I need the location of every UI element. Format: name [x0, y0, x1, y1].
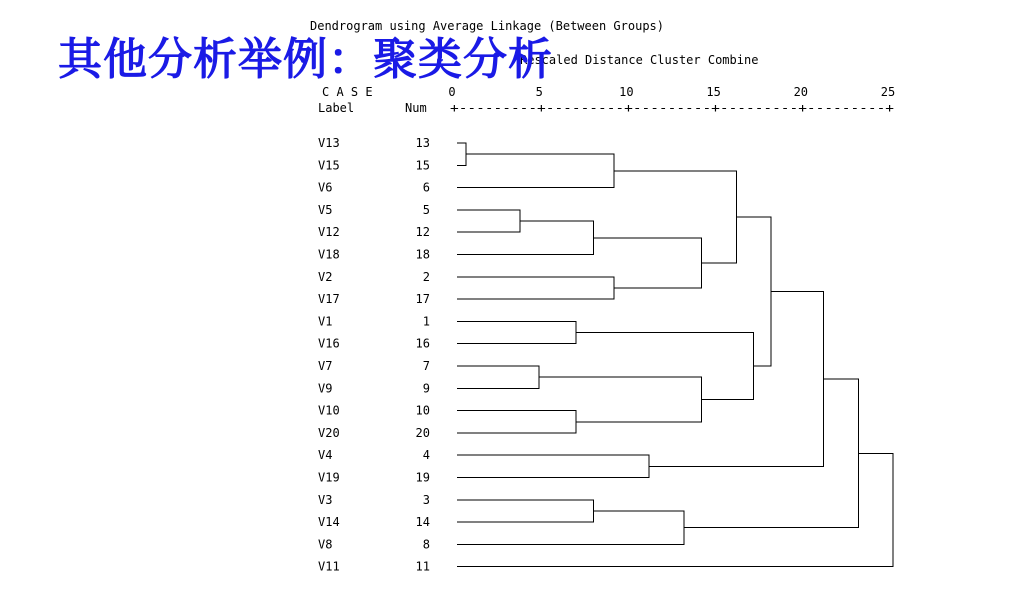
cluster-link-J: [457, 411, 576, 433]
leaf-number: 10: [415, 403, 430, 418]
leaf-number: 15: [415, 158, 430, 173]
leaf-number: 9: [422, 381, 430, 396]
leaf-label: V3: [318, 492, 333, 507]
leaf-label: V5: [318, 202, 333, 217]
leaf-labels: [318, 136, 430, 574]
leaf-number: 8: [422, 537, 430, 552]
leaf-label: V6: [318, 180, 333, 195]
cluster-link-M: [576, 333, 754, 400]
header-num: Num: [405, 101, 427, 115]
slide-title: 其他分析举例：聚类分析: [58, 34, 553, 85]
leaf-label: V19: [318, 470, 340, 485]
leaf-number: 1: [422, 314, 430, 329]
x-tick-label: 25: [880, 85, 896, 99]
leaf-label: V11: [318, 559, 340, 574]
leaf-number: 16: [415, 336, 430, 351]
leaf-label: V8: [318, 537, 333, 552]
cluster-link-O: [457, 455, 649, 477]
leaf-label: V9: [318, 381, 333, 396]
header-case: C A S E: [322, 85, 373, 99]
leaf-label: V17: [318, 292, 340, 307]
chart-title: Dendrogram using Average Linkage (Between Groups): [310, 19, 665, 33]
leaf-number: 6: [422, 180, 430, 195]
leaf-number: 17: [415, 292, 430, 307]
cluster-link-E: [457, 277, 614, 299]
x-tick-label: 20: [793, 85, 809, 99]
leaf-label: V20: [318, 425, 340, 440]
leaf-label: V14: [318, 515, 340, 530]
cluster-link-F: [593, 238, 701, 288]
leaf-label: V7: [318, 359, 333, 373]
cluster-link-R: [457, 511, 684, 544]
leaf-label: V10: [318, 403, 340, 418]
cluster-link-H: [457, 321, 576, 343]
x-tick-label: 0: [448, 85, 456, 99]
leaf-number: 13: [415, 136, 430, 150]
leaf-number: 20: [415, 425, 430, 440]
leaf-number: 3: [422, 492, 430, 507]
leaf-label: V4: [318, 448, 333, 463]
cluster-link-I: [457, 366, 539, 388]
leaf-number: 12: [415, 225, 430, 240]
cluster-link-A: [457, 143, 466, 165]
cluster-link-P: [649, 291, 823, 466]
leaf-label: V16: [318, 336, 340, 351]
leaf-label: V15: [318, 158, 340, 173]
x-tick-label: 15: [706, 85, 721, 99]
header-label: Label: [318, 101, 355, 115]
leaf-label: V12: [318, 225, 340, 240]
leaf-number: 11: [415, 559, 430, 574]
leaf-number: 4: [422, 448, 430, 463]
leaf-label: V2: [318, 269, 333, 284]
x-tick-label: 5: [535, 85, 543, 99]
dendrogram-links: [457, 143, 893, 567]
leaf-number: 7: [422, 359, 430, 373]
cluster-link-S: [684, 379, 858, 528]
cluster-link-C: [457, 210, 520, 232]
cluster-link-D: [457, 221, 593, 254]
leaf-label: V18: [318, 247, 340, 262]
leaf-number: 19: [415, 470, 430, 485]
chart-subtitle: Rescaled Distance Cluster Combine: [520, 53, 759, 67]
leaf-number: 18: [415, 247, 430, 262]
leaf-label: V1: [318, 314, 333, 329]
x-tick-label: 10: [619, 85, 634, 99]
leaf-label: V13: [318, 136, 340, 150]
cluster-link-G: [614, 171, 736, 263]
leaf-number: 2: [422, 269, 430, 284]
cluster-link-T: [457, 453, 893, 566]
leaf-number: 5: [422, 202, 430, 217]
cluster-link-B: [457, 154, 614, 187]
leaf-number: 14: [415, 515, 430, 530]
cluster-link-Q: [457, 500, 593, 522]
axis-ruler: +---------+---------+---------+---------+---------+: [450, 101, 894, 115]
cluster-link-K: [539, 377, 701, 422]
